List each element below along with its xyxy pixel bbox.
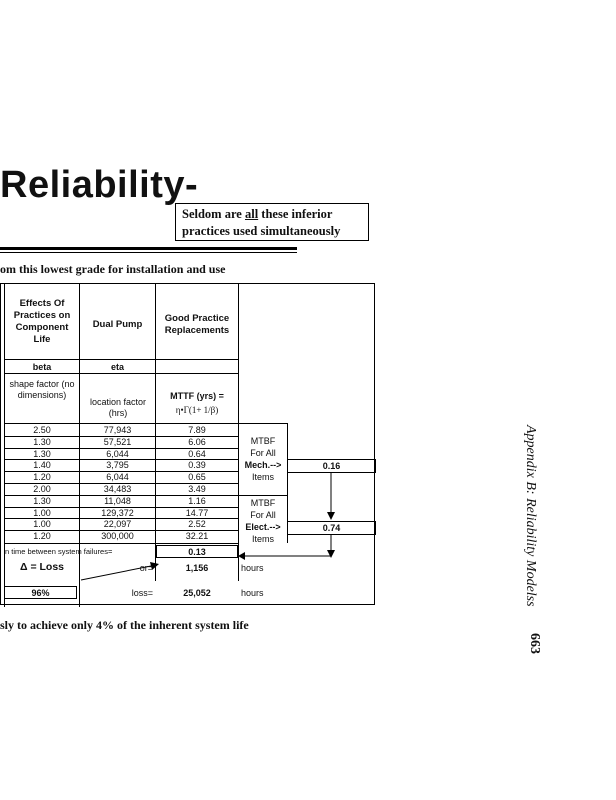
header-dual-pump: Dual Pump (92, 319, 143, 330)
mttf-cell: 3.49 (188, 484, 206, 494)
mttf-formula: η•Γ(1+ 1/β) (175, 405, 219, 415)
beta-cell: 2.00 (33, 484, 51, 494)
or-label: or= (139, 563, 153, 573)
page-title: Reliability- (0, 164, 199, 206)
mech-label: Mech.--> (244, 460, 282, 470)
mttf-cell: 7.89 (188, 425, 206, 435)
elect-for-all: For All (250, 510, 276, 520)
subheader-beta: beta (32, 362, 52, 372)
callout-line1-pre: Seldom are (182, 207, 245, 221)
callout-emphasis: all (244, 207, 259, 221)
or-unit: hours (241, 563, 264, 573)
beta-cell: 1.00 (33, 507, 51, 518)
eta-cell: 77,943 (103, 425, 132, 435)
eta-cell: 11,048 (104, 495, 131, 506)
eta-cell: 34,483 (103, 484, 132, 494)
eta-cell: 3,795 (106, 460, 129, 471)
mttf-cell: 14.77 (185, 507, 209, 518)
delta-loss-label: Δ = Loss (19, 561, 65, 573)
beta-cell: 1.40 (33, 460, 51, 471)
mech-mtbf-value: 0.16 (287, 459, 376, 473)
eta-cell: 22,097 (103, 519, 132, 530)
footer-caption: sly to achieve only 4% of the inherent system life (0, 618, 249, 632)
eta-cell: 57,521 (103, 436, 132, 447)
header-effects: Effects Of Practices on Component Life (13, 298, 71, 345)
beta-cell: 1.30 (33, 448, 51, 459)
divider-thick (0, 247, 297, 250)
mttf-cell: 6.06 (188, 436, 206, 447)
header-good-practice: Good Practice Replacements (164, 313, 230, 336)
mttf-cell: 2.52 (188, 519, 206, 530)
mttf-cell: 1.16 (188, 495, 206, 506)
elect-mtbf-value: 0.74 (287, 521, 376, 535)
eta-cell: 129,372 (101, 507, 134, 518)
mech-items: Items (251, 472, 274, 482)
eta-cell: 300,000 (101, 531, 134, 542)
eta-description: location factor (hrs) (89, 397, 147, 418)
loss-label: loss= (131, 588, 153, 598)
loss-percent: 96% (4, 586, 77, 599)
elect-mtbf: MTBF (250, 498, 276, 508)
eta-cell: 6,044 (106, 448, 129, 459)
beta-cell: 1.00 (33, 519, 51, 530)
reliability-table (0, 283, 375, 605)
loss-value: 25,052 (183, 588, 211, 598)
mech-for-all: For All (250, 448, 276, 458)
callout-line2: practices used simultaneously (182, 224, 341, 238)
divider-thin (0, 252, 297, 253)
mttf-cell: 0.65 (188, 472, 206, 483)
mttf-cell: 0.39 (188, 460, 206, 471)
side-running-head (520, 425, 540, 745)
callout-line1-post: these inferior (258, 207, 333, 221)
elect-items: Items (251, 534, 274, 544)
beta-description: shape factor (no dimensions) (9, 379, 75, 400)
mttf-cell: 0.64 (188, 448, 206, 459)
eta-cell: 6,044 (106, 472, 129, 483)
failures-value: 0.13 (156, 545, 238, 558)
mech-mtbf: MTBF (250, 436, 276, 446)
elect-label: Elect.--> (245, 522, 281, 532)
failures-label: n time between system failures= (5, 547, 113, 556)
beta-cell: 2.50 (33, 425, 51, 435)
beta-cell: 1.20 (33, 531, 51, 542)
subtitle: om this lowest grade for installation and use (0, 262, 226, 276)
page-number-text: 663 (527, 633, 542, 654)
beta-cell: 1.30 (33, 436, 51, 447)
beta-cell: 1.20 (33, 472, 51, 483)
mttf-cell: 32.21 (185, 531, 209, 542)
callout-box (175, 203, 369, 241)
beta-cell: 1.30 (33, 495, 51, 506)
side-running-head-text: Appendix B: Reliability Modelss (523, 425, 538, 607)
loss-unit: hours (241, 588, 264, 598)
mttf-label: MTTF (yrs) = (170, 391, 224, 401)
or-value: 1,156 (185, 563, 209, 573)
subheader-eta: eta (110, 362, 124, 372)
